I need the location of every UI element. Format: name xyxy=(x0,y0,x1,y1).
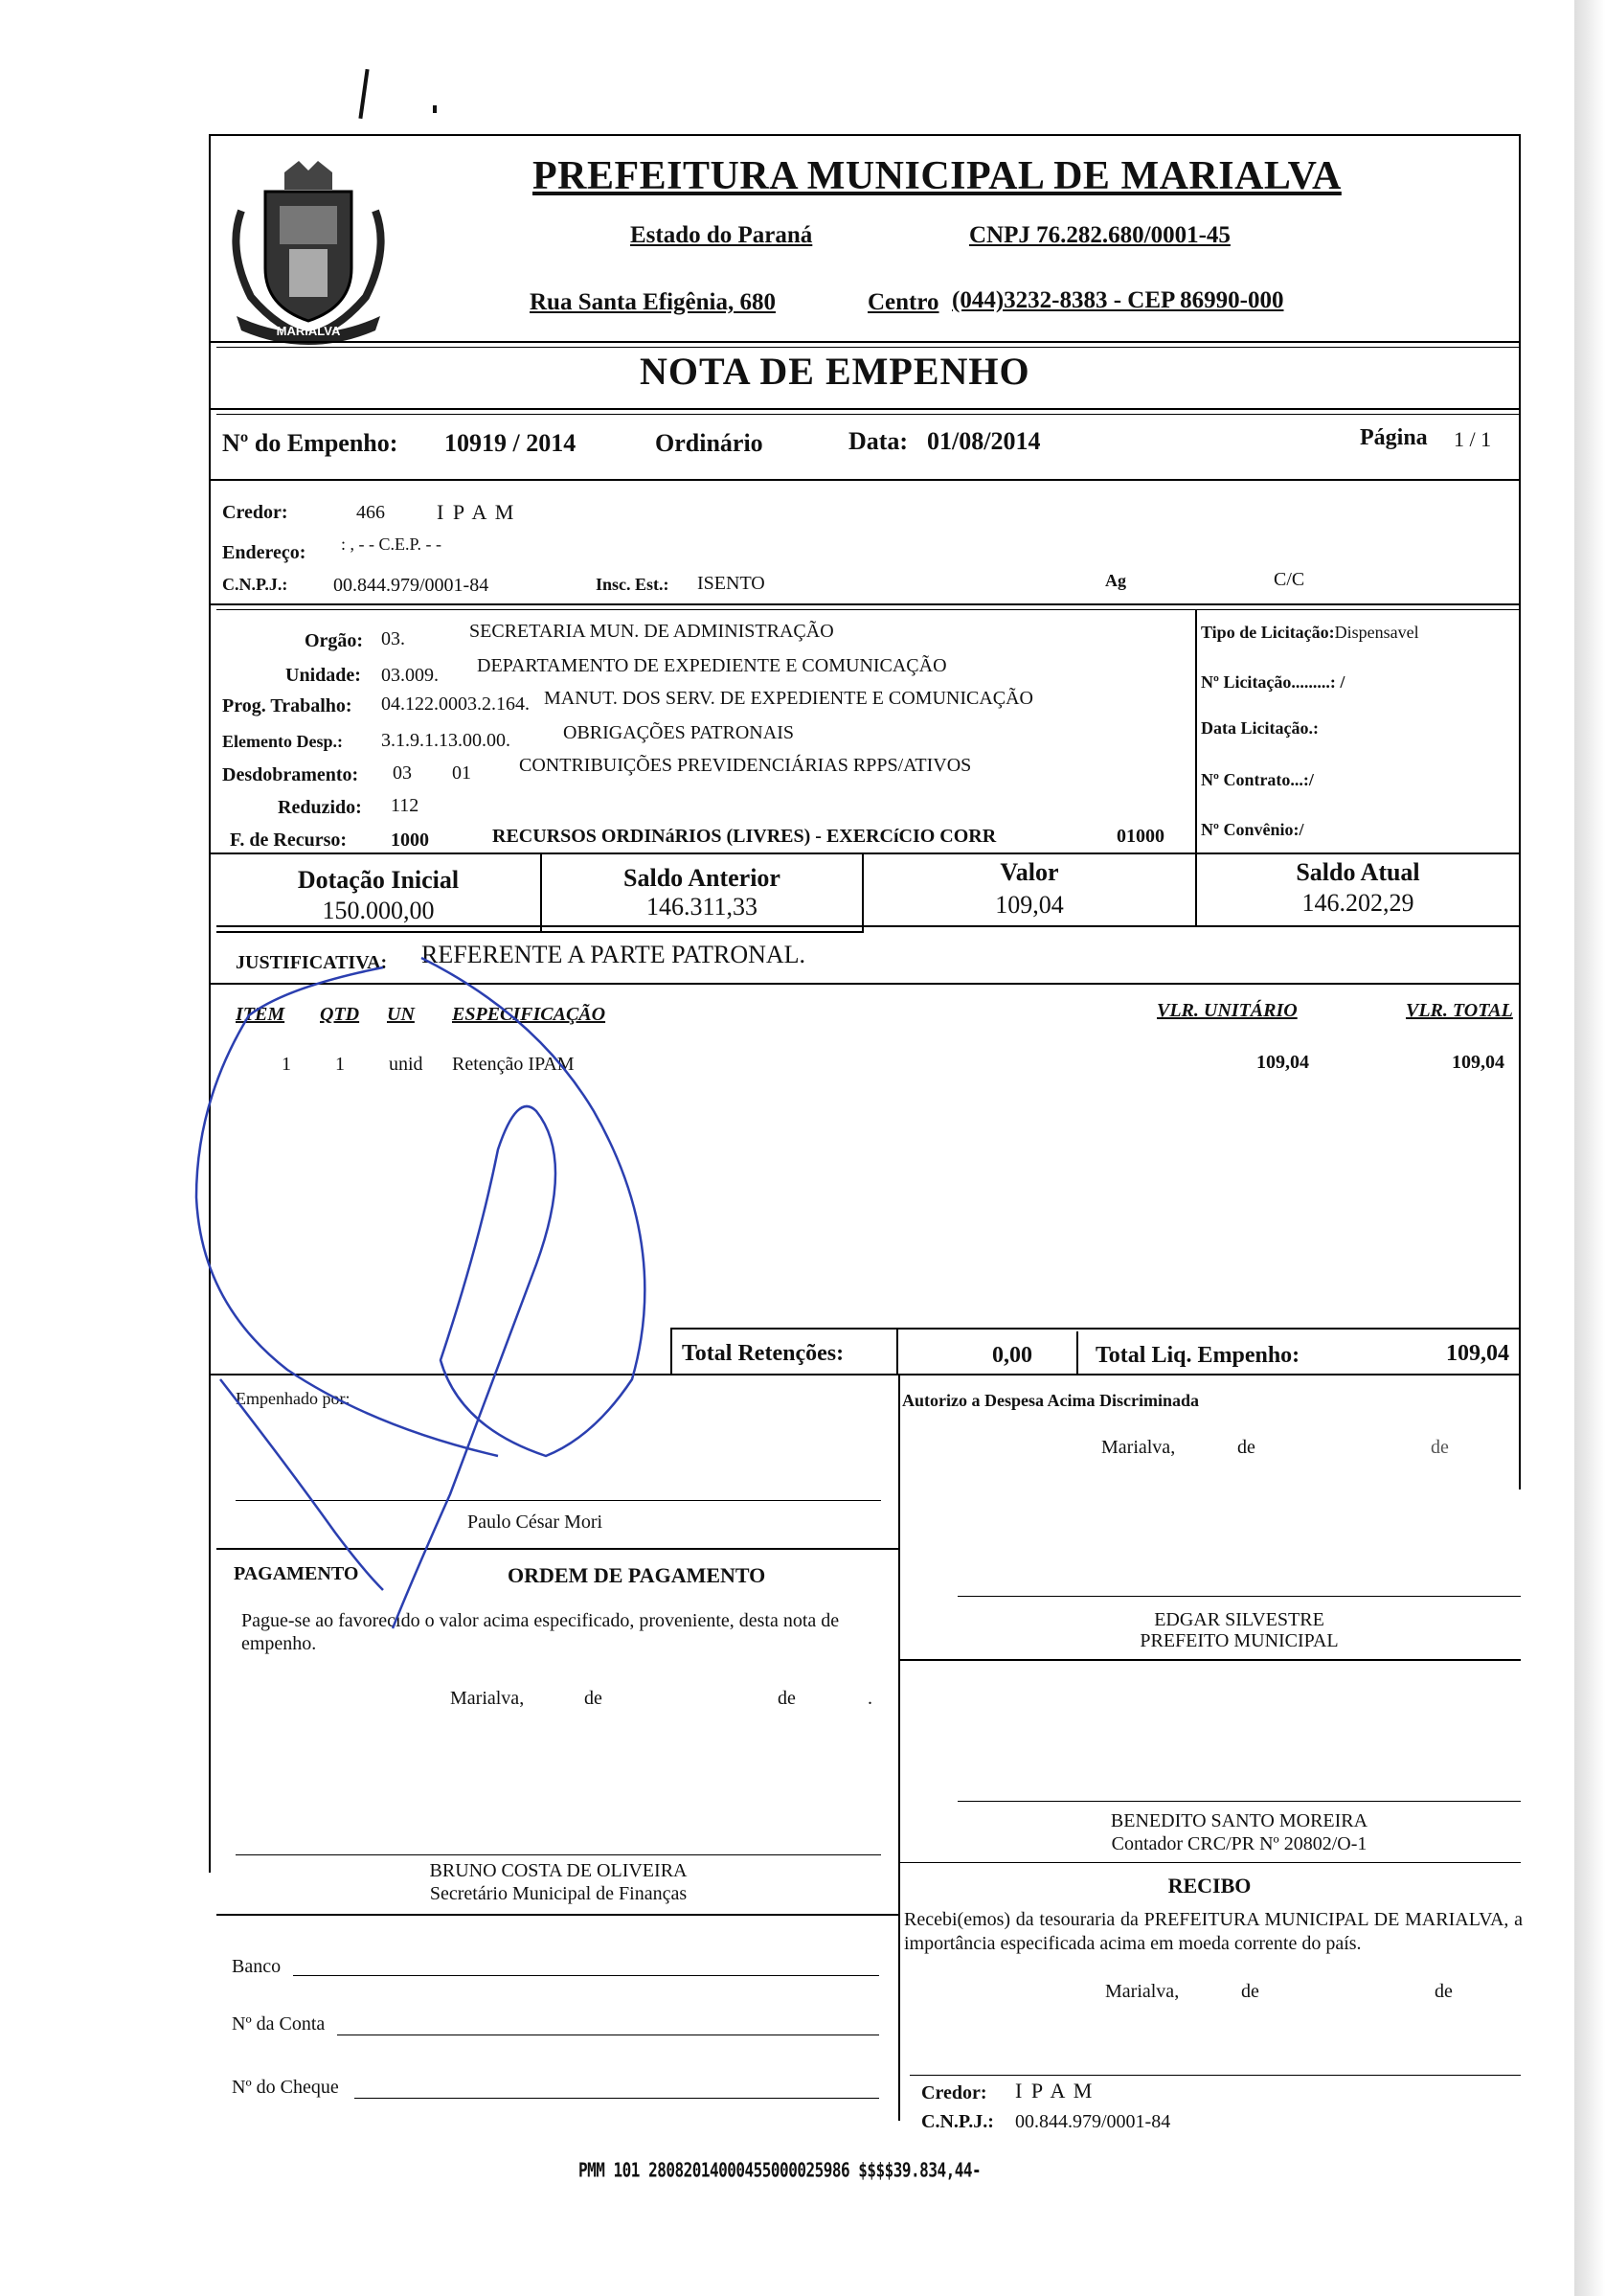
tipo-licitacao-value: Dispensavel xyxy=(1334,623,1419,642)
contador-name: BENEDITO SANTO MOREIRA xyxy=(1110,1810,1368,1831)
recibo-cnpj: 00.844.979/0001-84 xyxy=(1015,2111,1171,2132)
justificativa-label: JUSTIFICATIVA: xyxy=(236,952,388,973)
pagamento-top xyxy=(216,1548,898,1550)
autorizo-label: Autorizo a Despesa Acima Discriminada xyxy=(902,1391,1199,1410)
secretario-signature-line xyxy=(236,1854,881,1855)
item-spec: Retenção IPAM xyxy=(452,1054,575,1075)
credor-name: I P A M xyxy=(437,500,516,524)
totals-top xyxy=(670,1328,1521,1330)
street-label: Rua Santa Efigênia, 680 xyxy=(530,289,776,315)
elem-label: Elemento Desp.: xyxy=(222,732,343,751)
empenho-type: Ordinário xyxy=(655,429,763,457)
elem-code: 3.1.9.1.13.00.00. xyxy=(381,730,510,751)
orgao-code: 03. xyxy=(381,628,405,649)
doc-title: NOTA DE EMPENHO xyxy=(640,350,1030,393)
credor-divider xyxy=(209,603,1521,605)
autorizo-marialva: Marialva, xyxy=(1101,1437,1176,1458)
dotacao-inicial-label: Dotação Inicial xyxy=(297,866,460,894)
recibo-text: Recebi(emos) da tesouraria da PREFEITURA MUNICIPAL DE MARIALVA, a importância especificada acima em moeda corrente do país. xyxy=(904,1909,1523,1954)
banco-line xyxy=(293,1975,879,1976)
prefeito-signature-line xyxy=(958,1596,1521,1597)
credor-cnpj-label: C.N.P.J.: xyxy=(222,575,288,594)
saldo-atual-value: 146.202,29 xyxy=(1301,889,1414,917)
insc-label: Insc. Est.: xyxy=(596,575,669,594)
tipo-licitacao-label xyxy=(1201,623,1419,643)
justificativa-text: REFERENTE A PARTE PATRONAL. xyxy=(421,941,806,968)
frame-top xyxy=(209,134,1521,136)
pagamento-de-1: de xyxy=(584,1688,602,1709)
frame-right xyxy=(1519,134,1521,1489)
prog-label: Prog. Trabalho: xyxy=(222,695,352,716)
justificativa-divider xyxy=(209,983,1521,985)
unidade-label: Unidade: xyxy=(285,665,361,686)
prog-code: 04.122.0003.2.164. xyxy=(381,693,530,715)
district-label: Centro xyxy=(868,289,939,315)
pague-text: Pague-se ao favorecido o valor acima especificado, proveniente, desta nota de empenho. xyxy=(241,1610,840,1654)
header-divider-2 xyxy=(216,347,1519,348)
cheque-label: Nº do Cheque xyxy=(232,2077,339,2098)
endereco-label: Endereço: xyxy=(222,542,306,563)
item-unit: 109,04 xyxy=(1256,1052,1309,1073)
secretario-name: BRUNO COSTA DE OLIVEIRA xyxy=(429,1860,688,1881)
dotacao-inicial-value: 150.000,00 xyxy=(322,897,435,924)
orgao-label: Orgão: xyxy=(305,630,364,651)
desd-label: Desdobramento: xyxy=(222,764,359,785)
credor-cnpj: 00.844.979/0001-84 xyxy=(333,575,489,596)
recibo-credor-name: I P A M xyxy=(1015,2079,1095,2103)
empenhado-label: Empenhado por: xyxy=(236,1389,350,1408)
cnpj-label: CNPJ 76.282.680/0001-45 xyxy=(969,222,1231,248)
page-edge-shadow xyxy=(1574,0,1605,2296)
recibo-credor-label: Credor: xyxy=(921,2082,987,2103)
prefeito-bottom xyxy=(898,1659,1521,1661)
secretario-bottom xyxy=(216,1914,898,1916)
footer-code: PMM 101 28082014000455000025986 $$$$39.834,44- xyxy=(578,2158,982,2182)
header-divider xyxy=(209,341,1521,343)
recurso-code-2: 01000 xyxy=(1117,826,1164,847)
saldo-anterior-value: 146.311,33 xyxy=(645,893,758,921)
saldo-anterior-label: Saldo Anterior xyxy=(623,864,780,892)
insc-value: ISENTO xyxy=(697,573,765,594)
pen-mark-2 xyxy=(433,105,437,113)
prefeito-name: EDGAR SILVESTRE xyxy=(1154,1609,1324,1630)
valor-value: 109,04 xyxy=(995,891,1064,919)
elem-name: OBRIGAÇÕES PATRONAIS xyxy=(563,722,794,743)
desd-name: CONTRIBUIÇÕES PREVIDENCIÁRIAS RPPS/ATIVOS xyxy=(519,755,972,776)
total-liquido-label: Total Liq. Empenho: xyxy=(1096,1343,1300,1368)
endereco-value: : , - - C.E.P. - - xyxy=(341,534,441,554)
total-liquido-value: 109,04 xyxy=(1446,1341,1509,1366)
table-row xyxy=(216,1052,1521,1080)
pagamento-dot: . xyxy=(868,1688,872,1709)
col-un: UN xyxy=(387,1004,415,1025)
orgao-name: SECRETARIA MUN. DE ADMINISTRAÇÃO xyxy=(469,621,834,642)
valor-label: Valor xyxy=(1000,858,1059,886)
reduzido-label: Reduzido: xyxy=(278,797,362,818)
col-spec: ESPECIFICAÇÃO xyxy=(452,1004,606,1025)
col-qtd: QTD xyxy=(320,1004,360,1025)
licitacao-divider xyxy=(1195,852,1521,854)
crest-text: MARIALVA xyxy=(276,324,341,338)
unidade-code: 03.009. xyxy=(381,665,439,686)
recibo-cnpj-label: C.N.P.J.: xyxy=(921,2111,994,2132)
recibo-de-2: de xyxy=(1435,1981,1453,2002)
recurso-name: RECURSOS ORDINáRIOS (LIVRES) - EXERCíCIO CORR xyxy=(492,826,997,847)
credor-code: 466 xyxy=(356,502,385,523)
item-number: 1 xyxy=(282,1054,291,1075)
recibo-de-1: de xyxy=(1241,1981,1259,2002)
page-number: 1 / 1 xyxy=(1454,427,1492,451)
municipal-crest xyxy=(213,153,404,345)
contador-title: Contador CRC/PR Nº 20802/O-1 xyxy=(1111,1833,1368,1854)
saldo-atual-label: Saldo Atual xyxy=(1296,858,1420,886)
empenho-number-label: Nº do Empenho: xyxy=(222,429,398,457)
item-qtd: 1 xyxy=(335,1054,345,1075)
total-retencoes-label: Total Retenções: xyxy=(682,1341,845,1366)
totals-bottom xyxy=(209,1374,1521,1375)
empenhado-name: Paulo César Mori xyxy=(467,1512,603,1533)
desd-code-1: 03 xyxy=(393,762,412,784)
empenho-date: 01/08/2014 xyxy=(927,427,1041,455)
num-licitacao-label: Nº Licitação.........: / xyxy=(1201,672,1345,692)
contador-bottom xyxy=(898,1862,1521,1863)
empenho-divider xyxy=(209,479,1521,481)
dotacao-divider xyxy=(209,852,1195,854)
unidade-name: DEPARTAMENTO DE EXPEDIENTE E COMUNICAÇÃO xyxy=(477,655,947,676)
col-unit: VLR. UNITÁRIO xyxy=(1157,1000,1298,1021)
frame-left xyxy=(209,134,211,1873)
totals-sep-3 xyxy=(1076,1331,1078,1374)
phone-cep-label: (044)3232-8383 - CEP 86990-000 xyxy=(952,287,1284,313)
prefeito-title: PREFEITO MUNICIPAL xyxy=(1140,1630,1339,1651)
recibo-signature-line xyxy=(910,2075,1521,2076)
autorizo-de-1: de xyxy=(1237,1437,1255,1458)
prefeitura-title: PREFEITURA MUNICIPAL DE MARIALVA xyxy=(532,154,1342,198)
autorizo-de-2: de xyxy=(1431,1437,1449,1458)
pagamento-marialva: Marialva, xyxy=(450,1688,525,1709)
data-licitacao-label: Data Licitação.: xyxy=(1201,718,1319,738)
prog-name: MANUT. DOS SERV. DE EXPEDIENTE E COMUNICAÇÃO xyxy=(544,688,1033,709)
pagamento-label: PAGAMENTO xyxy=(234,1563,359,1584)
saldo-bottom-2 xyxy=(216,925,1521,927)
title-divider-2 xyxy=(216,414,1519,415)
item-total: 109,04 xyxy=(1452,1052,1504,1073)
contrato-label: Nº Contrato...:/ xyxy=(1201,770,1314,789)
total-retencoes-value: 0,00 xyxy=(992,1343,1032,1368)
saldo-bottom-1 xyxy=(216,931,864,933)
col-total: VLR. TOTAL xyxy=(1406,1000,1513,1021)
totals-sep-1 xyxy=(670,1328,672,1375)
empenho-number: 10919 / 2014 xyxy=(444,429,576,457)
tipo-licitacao-label-text: Tipo de Licitação: xyxy=(1201,623,1335,642)
recibo-marialva: Marialva, xyxy=(1105,1981,1180,2002)
sign-vsep xyxy=(898,1374,900,2121)
pen-mark xyxy=(358,69,369,119)
conta-label: Nº da Conta xyxy=(232,2013,326,2035)
recibo-label: RECIBO xyxy=(1167,1874,1252,1898)
secretario-title: Secretário Municipal de Finanças xyxy=(429,1883,688,1904)
empenhado-signature-line xyxy=(236,1500,881,1501)
totals-sep-2 xyxy=(896,1328,898,1375)
ordem-pagamento-label: ORDEM DE PAGAMENTO xyxy=(508,1563,766,1587)
title-divider xyxy=(209,408,1521,410)
empenho-date-label: Data: xyxy=(848,427,909,455)
convenio-label: Nº Convênio:/ xyxy=(1201,820,1304,839)
recurso-label: F. de Recurso: xyxy=(230,830,348,851)
item-un: unid xyxy=(389,1054,423,1075)
state-label: Estado do Paraná xyxy=(630,222,813,248)
recurso-code: 1000 xyxy=(391,830,429,851)
page-label: Página xyxy=(1360,425,1428,450)
ag-label: Ag xyxy=(1105,571,1126,590)
cheque-line xyxy=(354,2098,879,2099)
col-item: ITEM xyxy=(236,1004,285,1025)
cc-label: C/C xyxy=(1274,569,1305,590)
pagamento-de-2: de xyxy=(778,1688,796,1709)
reduzido-code: 112 xyxy=(391,795,419,816)
contador-signature-line xyxy=(958,1801,1521,1802)
banco-label: Banco xyxy=(232,1956,282,1977)
desd-code-2: 01 xyxy=(452,762,471,784)
credor-label: Credor: xyxy=(222,502,288,523)
credor-divider-2 xyxy=(216,609,1519,610)
